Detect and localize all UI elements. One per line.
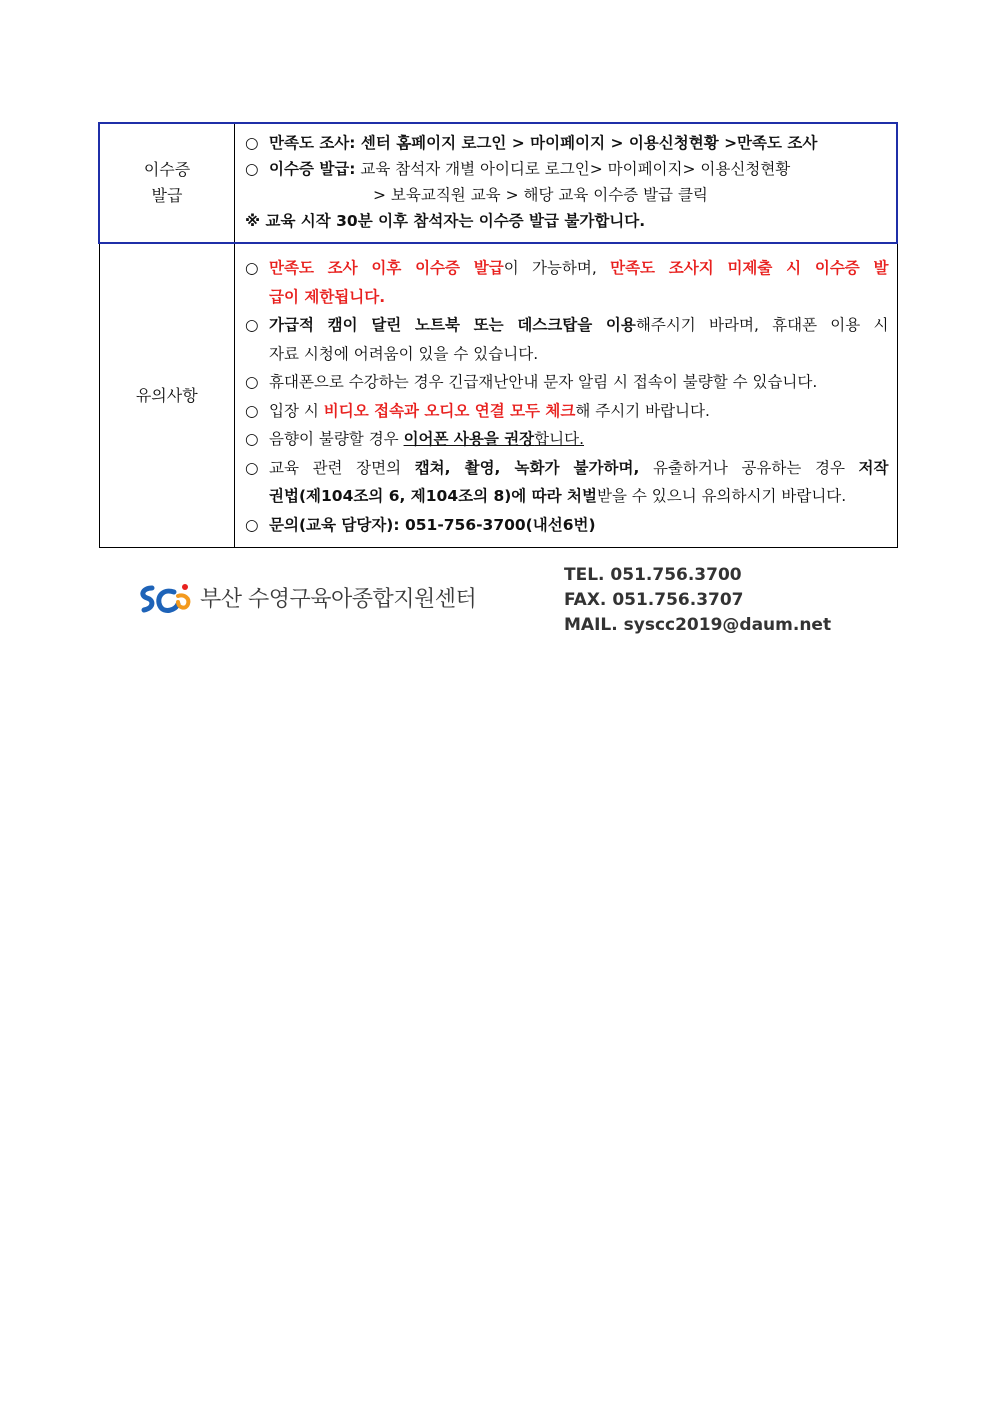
notice-6-text-b: 유출하거나 공유하는 경우 <box>639 458 859 477</box>
notice-4-red: 비디오 접속과 오디오 연결 모두 체크 <box>323 401 576 420</box>
fax-label: FAX. <box>564 590 607 610</box>
notice-6-cont-bold: 권법(제104조의 6, 제104조의 8)에 따라 처벌 <box>269 487 597 505</box>
survey-line <box>245 130 888 156</box>
notice-item-2-continued: 자료 시청에 어려움이 있을 수 있습니다. <box>269 344 539 363</box>
notice-6-text-a: 교육 관련 장면의 <box>269 458 415 477</box>
notice-3-text: 휴대폰으로 수강하는 경우 긴급재난안내 문자 알림 시 접속이 불량할 수 있습니다. <box>269 373 818 391</box>
info-table <box>98 122 898 548</box>
certificate-issue-continued: > 보육교직원 교육 > 해당 교육 이수증 발급 클릭 <box>373 186 708 204</box>
tel-line <box>564 563 831 588</box>
notice-6-bold: 캡쳐, 촬영, 녹화가 불가하며, <box>414 458 640 477</box>
notice-5-text-a: 음향이 불량할 경우 <box>269 430 404 448</box>
fax-value: 051.756.3707 <box>612 590 744 610</box>
notice-4-text-a: 입장 시 <box>269 401 324 420</box>
notice-item-4 <box>245 397 889 426</box>
mail-label: MAIL. <box>564 615 618 635</box>
bullet-icon: ○ <box>245 259 259 277</box>
notice-item-6-continued <box>245 482 889 511</box>
notice-4-text-b: 해 주시기 바랍니다. <box>575 401 710 420</box>
certificate-label-line1: 이수증 <box>143 160 191 179</box>
certificate-row <box>99 123 897 243</box>
certificate-label-line2: 발급 <box>151 186 183 205</box>
mail-line <box>564 613 831 638</box>
notice-1-text: 이 가능하며, <box>503 259 611 277</box>
notice-6-cont-text: 받을 수 있으니 유의하시기 바랍니다. <box>596 487 847 505</box>
notice-item-3 <box>245 368 889 397</box>
certificate-issue-line <box>245 156 888 182</box>
notice-6-bold-b: 저작 <box>858 458 889 477</box>
center-name: 부산 수영구육아종합지원센터 <box>200 587 477 612</box>
notice-item-1 <box>245 254 889 283</box>
bullet-icon: ○ <box>245 316 259 334</box>
certificate-issue-title: 이수증 발급: <box>269 160 356 178</box>
notice-label-cell <box>99 243 235 548</box>
bullet-icon: ○ <box>245 401 259 420</box>
bullet-icon: ○ <box>245 458 259 477</box>
footer <box>0 560 992 640</box>
tel-label: TEL. <box>564 565 605 585</box>
notice-2-text: 해주시기 바라며, 휴대폰 이용 시 <box>635 316 889 334</box>
contact-block <box>564 563 831 638</box>
certificate-issue-text: 교육 참석자 개별 아이디로 로그인> 마이페이지> 이용신청현황 <box>355 160 791 178</box>
center-logo-icon <box>138 582 194 616</box>
notice-item-1-continued: 급이 제한됩니다. <box>269 287 386 306</box>
bullet-icon: ○ <box>245 160 259 178</box>
notice-5-text-b: 합니다. <box>534 430 585 448</box>
notice-content-cell <box>235 243 898 548</box>
survey-text: 만족도 조사: 센터 홈페이지 로그인 > 마이페이지 > 이용신청현황 >만족도 조사 <box>269 134 818 152</box>
notice-item-2 <box>245 311 889 340</box>
notice-5-bold: 이어폰 사용을 권장 <box>403 430 535 448</box>
attendance-notice: ※ 교육 시작 30분 이후 참석자는 이수증 발급 불가합니다. <box>245 212 646 230</box>
notice-row <box>99 243 897 548</box>
notice-1-red-a: 만족도 조사 이후 이수증 발급 <box>269 259 504 277</box>
notice-item-7 <box>245 511 889 540</box>
certificate-content-cell <box>235 123 898 243</box>
contact-inquiry: 문의(교육 담당자): 051-756-3700(내선6번) <box>269 515 596 534</box>
notice-1-red-b: 만족도 조사지 미제출 시 이수증 발 <box>610 259 889 277</box>
bullet-icon: ○ <box>245 134 259 152</box>
mail-value: syscc2019@daum.net <box>623 615 832 635</box>
fax-line <box>564 588 831 613</box>
notice-2-bold: 가급적 캠이 달린 노트북 또는 데스크탑을 이용 <box>269 316 636 334</box>
certificate-label-cell <box>99 123 235 243</box>
tel-value: 051.756.3700 <box>610 565 742 585</box>
bullet-icon: ○ <box>245 430 259 448</box>
bullet-icon: ○ <box>245 515 259 534</box>
notice-label: 유의사항 <box>135 385 198 405</box>
notice-item-6 <box>245 454 889 483</box>
bullet-icon: ○ <box>245 373 259 391</box>
notice-item-5 <box>245 425 889 454</box>
